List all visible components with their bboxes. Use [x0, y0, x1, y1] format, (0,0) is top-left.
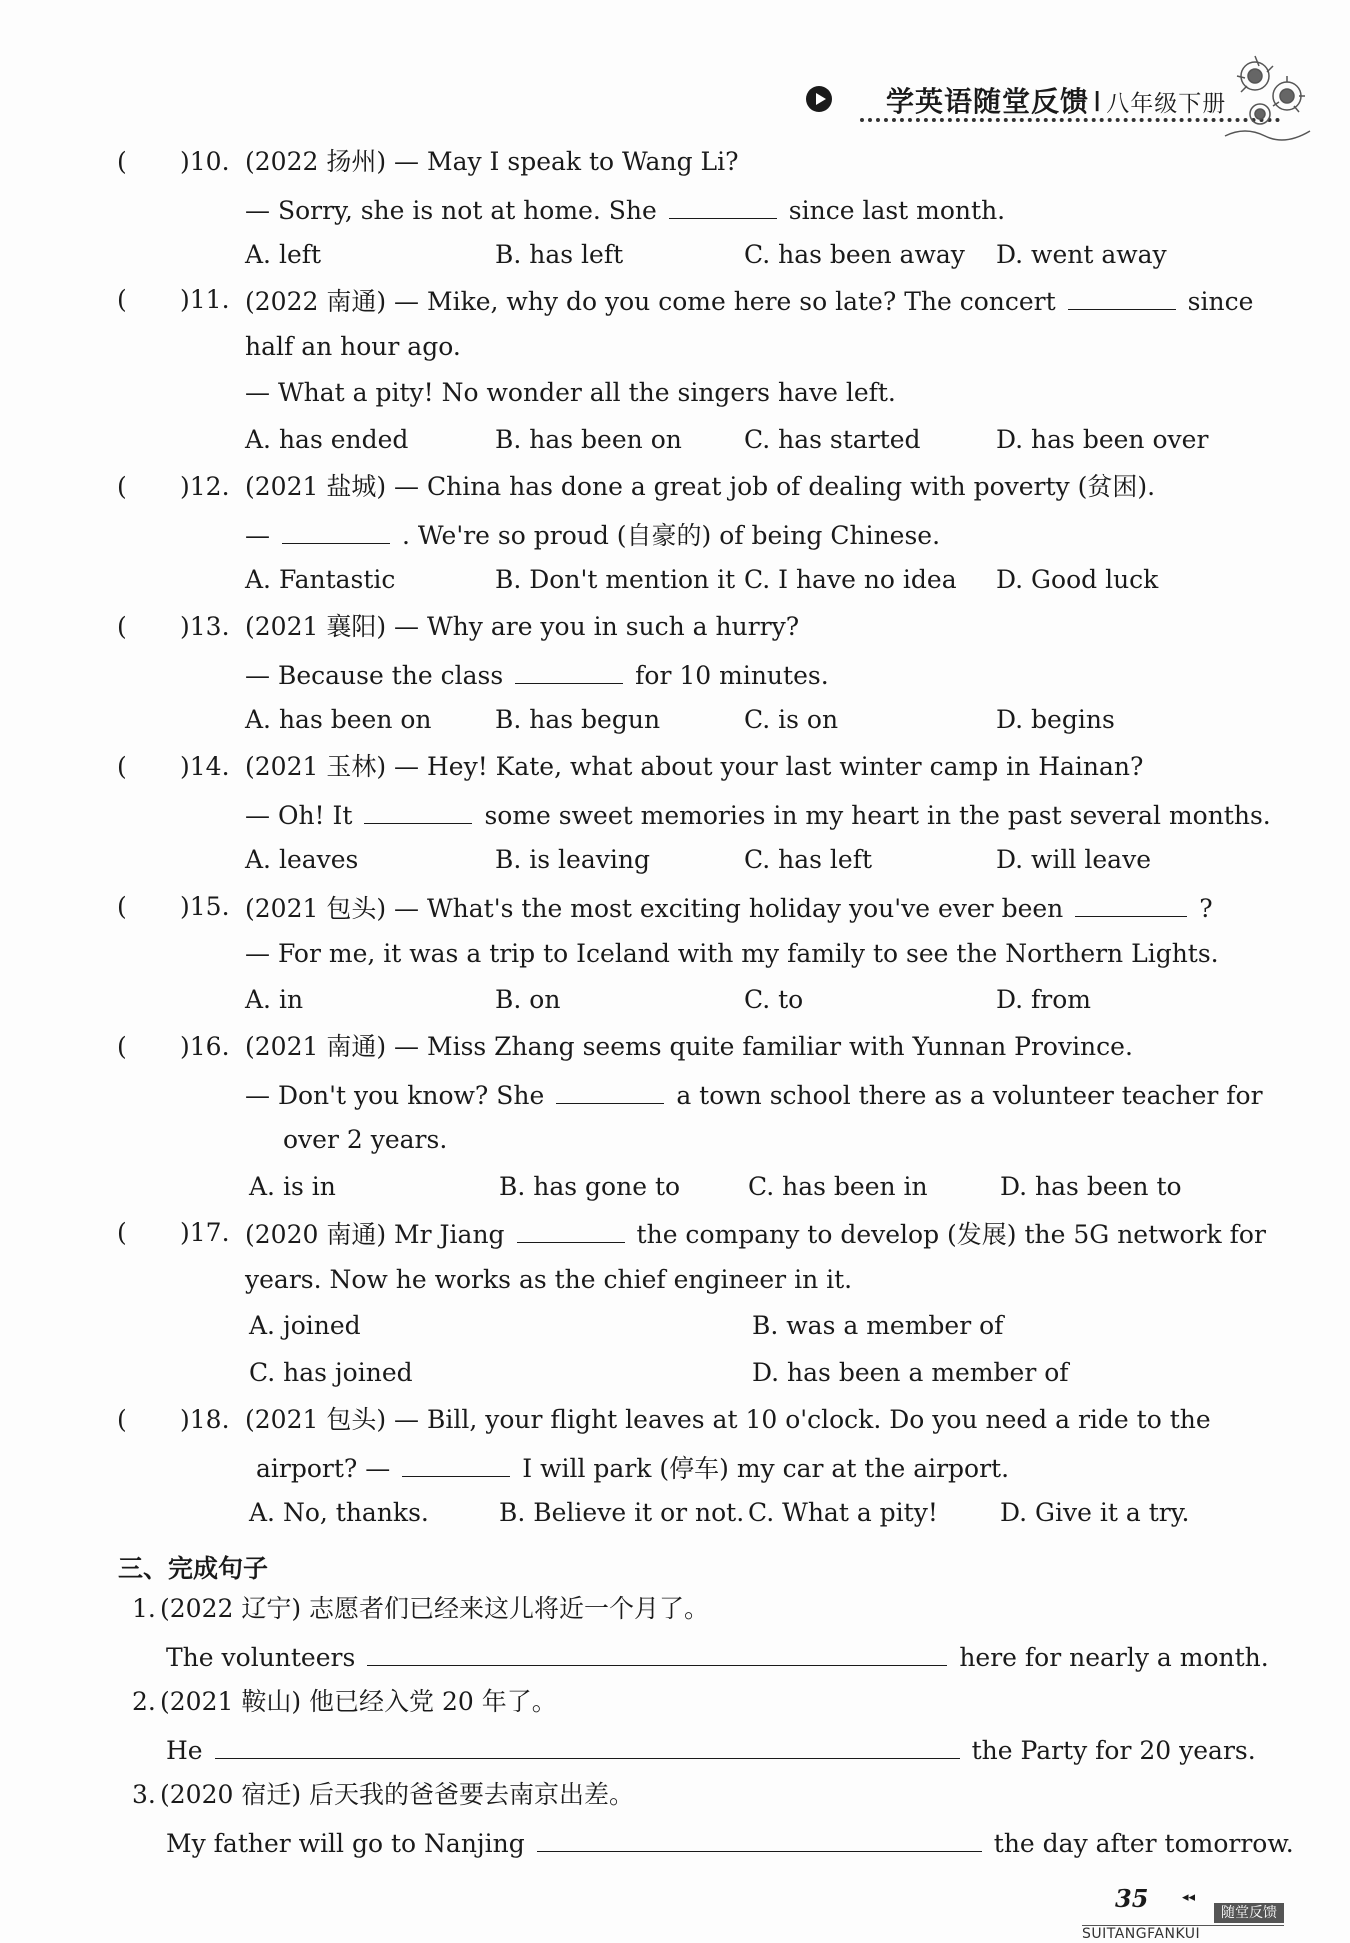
option-b[interactable]: B. has gone to — [499, 1171, 681, 1201]
sentence-part: The volunteers — [166, 1643, 356, 1672]
option-d[interactable]: D. from — [996, 985, 1092, 1015]
question-text-part: some sweet memories in my heart in the past several months. — [484, 800, 1271, 830]
question-text — [245, 799, 1271, 831]
question-number: )16. — [180, 1032, 230, 1061]
question-text-part: (2022 扬州) — May I speak to Wang Li? — [245, 147, 739, 176]
footer-pinyin: SUITANGFANKUI — [1082, 1926, 1201, 1942]
fill-blank[interactable] — [669, 194, 777, 219]
question-text — [245, 147, 739, 177]
option-d[interactable]: D. begins — [996, 705, 1115, 735]
question-text-part: . We're so proud (自豪的) of being Chinese. — [402, 520, 941, 550]
question-text-part: (2021 襄阳) — Why are you in such a hurry? — [245, 612, 800, 641]
item-number: 1. — [132, 1594, 156, 1623]
question-text-part: I will park (停车) my car at the airport. — [522, 1453, 1010, 1483]
option-b[interactable]: B. on — [495, 985, 561, 1015]
question-text — [245, 1218, 1266, 1250]
header-separator: I — [1093, 85, 1103, 118]
option-d[interactable]: D. Good luck — [996, 565, 1159, 595]
option-d[interactable]: D. has been over — [996, 424, 1209, 454]
question-text — [245, 472, 1155, 502]
double-arrow-icon: ◂◂ — [1182, 1890, 1196, 1905]
question-text — [245, 194, 1005, 226]
option-a[interactable]: A. Fantastic — [245, 565, 396, 595]
play-circle-icon — [806, 86, 832, 112]
footer-badge: 随堂反馈 — [1214, 1903, 1284, 1923]
option-d[interactable]: D. will leave — [996, 845, 1151, 875]
question-text-part: — Don't you know? She — [245, 1080, 545, 1110]
option-d[interactable]: D. went away — [996, 240, 1167, 270]
sentence-part: here for nearly a month. — [959, 1643, 1269, 1672]
question-text-part: — — [245, 520, 270, 550]
option-c[interactable]: C. has joined — [249, 1357, 413, 1387]
question-text-part: (2022 南通) — Mike, why do you come here so late? The concert — [245, 287, 1056, 316]
question-text-part: years. Now he works as the chief engineer in it. — [245, 1264, 853, 1294]
answer-blank[interactable] — [215, 1734, 960, 1759]
sentence-part: the Party for 20 years. — [971, 1736, 1256, 1765]
question-text — [245, 332, 461, 362]
chinese-sentence: (2022 辽宁) 志愿者们已经来这儿将近一个月了。 — [160, 1594, 710, 1623]
header-subtitle: 八年级下册 — [1106, 91, 1227, 117]
question-text — [256, 1452, 1009, 1484]
question-text-part: (2021 南通) — Miss Zhang seems quite familiar with Yunnan Province. — [245, 1032, 1133, 1061]
option-a[interactable]: A. left — [245, 240, 322, 270]
question-text — [245, 1079, 1263, 1111]
worksheet-page: 学英语随堂反馈 I 八年级下册 ( )10. (2022 扬州) — May I speak to Wang Li? — Sorry, she is not at home. She since last month. A. left B. has left C. has been away D. went away ( )11. (2022 南通) — Mike, why do you come here so late? The concert since half an hour ago. — What a pity! No wonder all the singers have left. A. has ended B. has been on C. has started D. has been over ( )12. (2021 盐城) — China has done a great job of dealing with poverty (贫困). — . We're so proud (自豪的) of being Chinese. A. Fantastic B. Don't mention it C. I have no idea D. Good luck ( )13. (2021 襄阳) — Why are you in such a hurry? — Because the class for 10 minutes. A. has been on B. has begun C. is on D. begins ( )14. (2021 玉林) — Hey! Kate, what about your last winter camp in Hainan? — Oh! It some sweet memories in my heart in the past several months. A. leaves B. is leaving C. has left D. will leave ( )15. (2021 包头) — What's the most exciting holiday you've ever been ? — For me, it was a trip to Iceland with my family to see the Northern Lights. A. in B. on C. to D. from ( )16. (2021 南通) — Miss Zhang seems quite familiar with Yunnan Province. — Don't you know? She a town school there as a volunteer teacher for over 2 years. A. is in B. has gone to C. has been in D. has been to ( )17. (2020 南通) Mr Jiang the company to develop (发展) the 5G network for years. Now he works as the chief engineer in it. A. joined B. was a member of C. has joined D. has been a member of ( )18. (2021 包头) — Bill, your flight leaves at 10 o'clock. Do you need a ride to the airport? — I will park (停车) my car at the airport. A. No, thanks. B. Believe it or not. C. What a pity! D. Give it a try. 三、完成句子 1. (2022 辽宁) 志愿者们已经来这儿将近一个月了。 The volunteers here for nearly a month. 2. (2021 鞍山) 他已经入党 20 年了。 He the Party for 20 years. 3. (2020 宿迁) 后天我的爸爸要去南京出差。 My father will go to Nanjing the day after tomorrow. 35 ◂◂ 随堂反馈 SUITANGFANKUI — [0, 0, 1350, 1943]
option-a[interactable]: A. has been on — [245, 705, 432, 735]
question-text-part: for 10 minutes. — [635, 660, 829, 690]
option-b[interactable]: B. is leaving — [495, 845, 650, 875]
fill-blank[interactable] — [364, 799, 472, 824]
question-text — [245, 519, 940, 551]
page-number: 35 — [1115, 1884, 1149, 1913]
question-text — [245, 1032, 1133, 1062]
option-d[interactable]: D. Give it a try. — [1000, 1498, 1190, 1528]
question-text-part: — For me, it was a trip to Iceland with my family to see the Northern Lights. — [245, 938, 1219, 968]
option-b[interactable]: B. has been on — [495, 424, 682, 454]
question-text-part: since last month. — [788, 195, 1006, 225]
question-text-part: a town school there as a volunteer teacher for — [676, 1080, 1263, 1110]
option-a[interactable]: A. has ended — [245, 424, 409, 454]
option-c[interactable]: C. What a pity! — [748, 1498, 938, 1528]
option-c[interactable]: C. is on — [744, 705, 839, 735]
question-text-part: (2021 包头) — What's the most exciting holiday you've ever been — [245, 894, 1064, 923]
header-title-text: 学英语随堂反馈 — [886, 85, 1090, 118]
question-text — [245, 892, 1213, 924]
question-text — [245, 378, 896, 408]
option-c[interactable]: C. to — [744, 985, 804, 1015]
question-text-part: airport? — — [256, 1453, 391, 1483]
question-text-part: over 2 years. — [283, 1125, 448, 1155]
question-text-part: half an hour ago. — [245, 331, 461, 361]
section-title: 三、完成句子 — [118, 1554, 269, 1583]
question-number: )10. — [180, 147, 230, 176]
question-text — [245, 612, 799, 642]
option-b[interactable]: B. Believe it or not. — [499, 1498, 745, 1528]
question-text — [283, 1125, 447, 1155]
fill-blank[interactable] — [1068, 285, 1176, 310]
question-text — [245, 1265, 852, 1295]
sentence-part: He — [166, 1736, 203, 1765]
sentence-part: the day after tomorrow. — [993, 1829, 1294, 1858]
question-text-part: — Because the class — [245, 660, 504, 690]
option-b[interactable]: B. has begun — [495, 705, 661, 735]
question-text-part: (2021 包头) — Bill, your flight leaves at 10 o'clock. Do you need a ride to the — [245, 1405, 1211, 1434]
question-text-part: — Sorry, she is not at home. She — [245, 195, 657, 225]
question-text — [245, 939, 1219, 969]
question-text-part: since — [1187, 287, 1254, 316]
question-text-part: (2021 玉林) — Hey! Kate, what about your last winter camp in Hainan? — [245, 752, 1144, 781]
chinese-sentence: (2020 宿迁) 后天我的爸爸要去南京出差。 — [160, 1780, 635, 1809]
option-c[interactable]: C. I have no idea — [744, 565, 957, 595]
option-a[interactable]: A. is in — [249, 1171, 336, 1201]
question-text — [245, 285, 1253, 317]
item-number: 3. — [132, 1780, 156, 1809]
answer-blank[interactable] — [367, 1641, 947, 1666]
book-title — [886, 80, 1226, 120]
question-number: )13. — [180, 612, 230, 641]
question-text — [245, 659, 829, 691]
page-header — [800, 76, 1330, 136]
option-d[interactable]: D. has been a member of — [752, 1357, 1069, 1387]
question-text — [245, 1405, 1211, 1435]
option-c[interactable]: C. has started — [744, 424, 921, 454]
option-c[interactable]: C. has been away — [744, 240, 965, 270]
question-text-part: (2020 南通) Mr Jiang — [245, 1220, 505, 1249]
fill-blank[interactable] — [402, 1452, 510, 1477]
option-b[interactable]: B. Don't mention it — [495, 565, 736, 595]
question-number: )11. — [180, 285, 230, 314]
question-text — [245, 752, 1143, 782]
question-number: )14. — [180, 752, 230, 781]
option-a[interactable]: A. leaves — [245, 845, 359, 875]
question-number: )15. — [180, 892, 230, 921]
item-number: 2. — [132, 1687, 156, 1716]
option-b[interactable]: B. was a member of — [752, 1311, 1004, 1341]
option-d[interactable]: D. has been to — [1000, 1171, 1182, 1201]
sentence-part: My father will go to Nanjing — [166, 1829, 525, 1858]
fill-blank[interactable] — [556, 1079, 664, 1104]
question-text-part: — Oh! It — [245, 800, 353, 830]
question-text-part: ? — [1199, 894, 1213, 923]
answer-blank[interactable] — [537, 1827, 982, 1852]
option-c[interactable]: C. has been in — [748, 1171, 928, 1201]
option-a[interactable]: A. No, thanks. — [249, 1498, 429, 1528]
flower-decoration-icon — [1215, 36, 1325, 146]
option-b[interactable]: B. has left — [495, 240, 624, 270]
option-a[interactable]: A. joined — [249, 1311, 361, 1341]
fill-blank[interactable] — [1075, 892, 1187, 917]
option-a[interactable]: A. in — [245, 985, 304, 1015]
question-text-part: — What a pity! No wonder all the singers have left. — [245, 378, 896, 408]
option-c[interactable]: C. has left — [744, 845, 873, 875]
question-text-part: the company to develop (发展) the 5G network for — [636, 1220, 1266, 1249]
fill-blank[interactable] — [517, 1218, 625, 1243]
question-number: )18. — [180, 1405, 230, 1434]
fill-blank[interactable] — [282, 519, 390, 544]
question-text-part: (2021 盐城) — China has done a great job of dealing with poverty (贫困). — [245, 472, 1156, 501]
fill-blank[interactable] — [515, 659, 623, 684]
question-number: )17. — [180, 1218, 230, 1247]
question-number: )12. — [180, 472, 230, 501]
chinese-sentence: (2021 鞍山) 他已经入党 20 年了。 — [160, 1687, 557, 1716]
